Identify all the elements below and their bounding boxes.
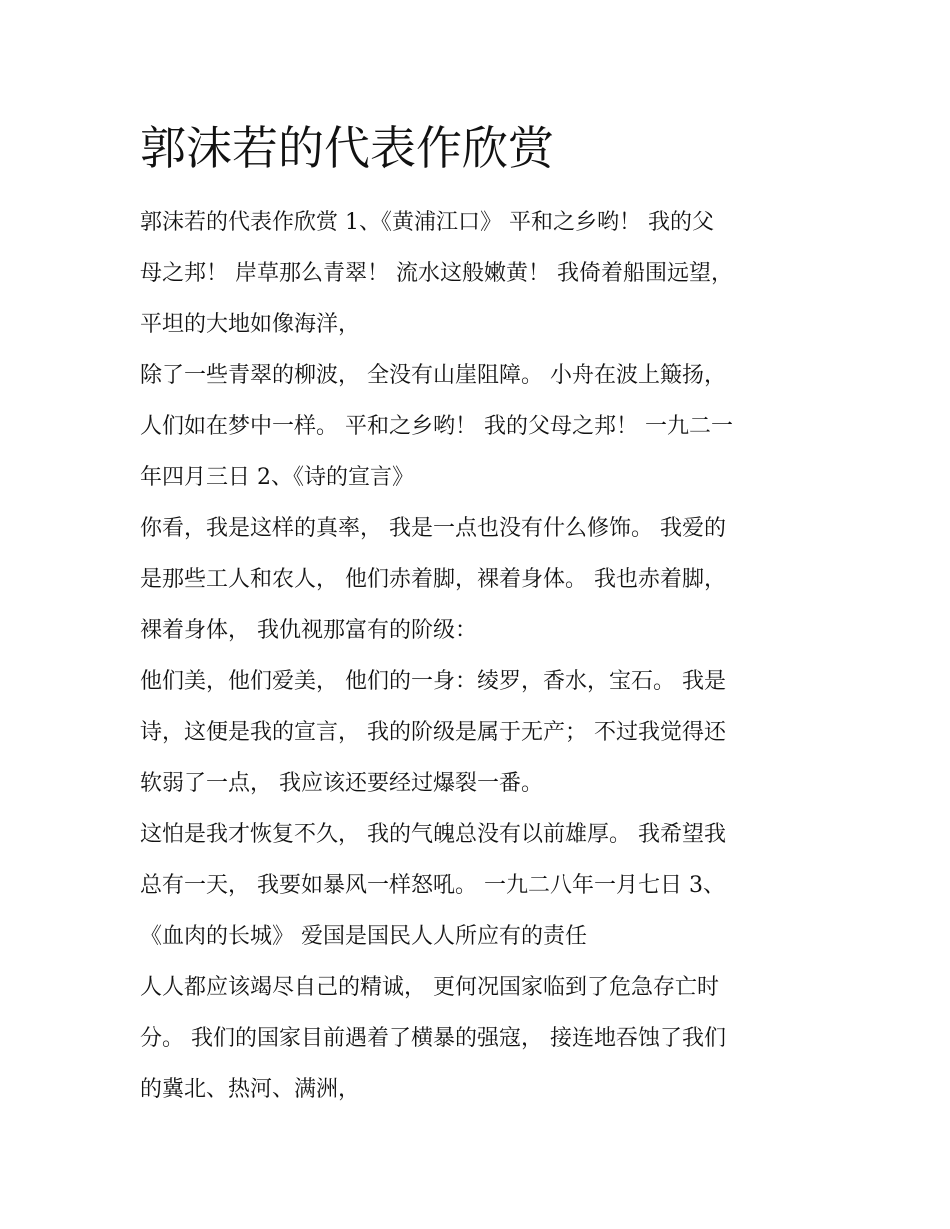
document-body (140, 197, 820, 1115)
paragraph-2: 除了一些青翠的柳波， 全没有山崖阻障。 小舟在波上簸扬， 人们如在梦中一样。 平和之乡哟！ 我的父母之邦！ 一九二一 年四月三日 2、《诗的宣言》 (140, 363, 733, 490)
document-title: 郭沫若的代表作欣赏 (140, 121, 554, 175)
paragraph-4: 他们美，他们爱美， 他们的一身：绫罗，香水，宝石。 我是 诗，这便是我的宣言， 我的阶级是属于无产； 不过我觉得还 软弱了一点， 我应该还要经过爆裂一番。 (140, 669, 726, 796)
paragraph-3: 你看，我是这样的真率， 我是一点也没有什么修饰。 我爱的 是那些工人和农人， 他们赤着脚，裸着身体。 我也赤着脚， 裸着身体， 我仇视那富有的阶级： (140, 516, 726, 643)
paragraph-5: 这怕是我才恢复不久， 我的气魄总没有以前雄厚。 我希望我 总有一天， 我要如暴风一样怒吼。 一九二八年一月七日 3、 《血肉的长城》 爱国是国民人人所应有的责任 (140, 822, 726, 949)
paragraph-1: 郭沫若的代表作欣赏 1、《黄浦江口》 平和之乡哟！ 我的父 母之邦！ 岸草那么青翠！ 流水这般嫩黄！ 我倚着船围远望， 平坦的大地如像海洋， (140, 210, 733, 337)
paragraph-6: 人人都应该竭尽自己的精诚， 更何况国家临到了危急存亡时 分。 我们的国家目前遇着了横暴的强寇， 接连地吞蚀了我们 的冀北、热河、满洲， (140, 975, 726, 1102)
